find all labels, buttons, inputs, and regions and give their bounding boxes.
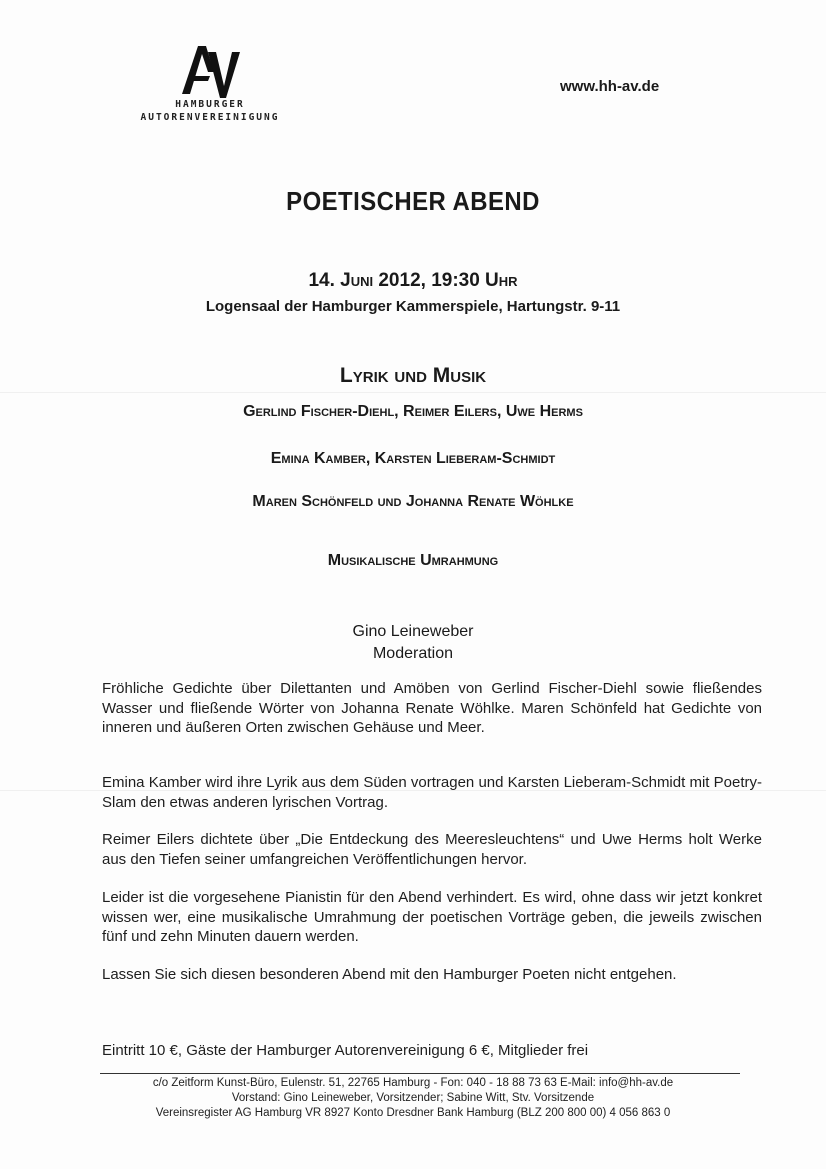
footer-board: Vorstand: Gino Leineweber, Vorsitzender; Sabine Witt, Stv. Vorsitzende: [231, 1092, 595, 1104]
av-logo-icon: [178, 42, 242, 98]
body-paragraph-3: Reimer Eilers dichtete über „Die Entdeckung des Meeresleuchtens“ und Uwe Herms holt Werke aus den Tiefen seiner umfangreichen Veröffentlichungen hervor.: [102, 831, 762, 868]
body-paragraph-5: Lassen Sie sich diesen besonderen Abend mit den Hamburger Poeten nicht entgehen.: [102, 966, 677, 983]
logo: [140, 42, 280, 124]
moderator-block: [0, 621, 826, 665]
body-paragraph-4: Leider ist die vorgesehene Pianistin für den Abend verhindert. Es wird, ohne dass wir jetzt konkret wissen wer, eine musikalische Umrahmung der poetischen Vorträge geben, die jeweils zwischen fünf und zehn Minuten dauern werden.: [102, 889, 762, 945]
website-link[interactable]: www.hh-av.de: [560, 78, 660, 95]
body-paragraph-2: Emina Kamber wird ihre Lyrik aus dem Süden vortragen und Karsten Lieberam-Schmidt mit Poetry-Slam den etwas anderen lyrischen Vortrag.: [102, 774, 762, 811]
performers-line-2: Emina Kamber, Karsten Lieberam-Schmidt: [270, 450, 556, 467]
performers-line-3: Maren Schönfeld und Johanna Renate Wöhlke: [252, 493, 574, 510]
moderator-role: Moderation: [372, 645, 454, 662]
entry-fee: Eintritt 10 €, Gäste der Hamburger Autorenvereinigung 6 €, Mitglieder frei: [102, 1042, 589, 1059]
performers-line-1: Gerlind Fischer-Diehl, Reimer Eilers, Uwe Herms: [243, 403, 583, 420]
footer-registry: Vereinsregister AG Hamburg VR 8927 Konto Dresdner Bank Hamburg (BLZ 200 800 00) 4 056 863 0: [155, 1107, 671, 1119]
footer-address: c/o Zeitform Kunst-Büro, Eulenstr. 51, 22765 Hamburg - Fon: 040 - 18 88 73 63 E-Mail: info@hh-av.de: [152, 1077, 674, 1089]
logo-line-2: AUTORENVEREINIGUNG: [140, 112, 280, 123]
event-venue: Logensaal der Hamburger Kammerspiele, Hartungstr. 9-11: [205, 298, 621, 315]
event-title: POETISCHER ABEND: [286, 186, 540, 216]
event-datetime: 14. Juni 2012, 19:30 Uhr: [308, 270, 518, 291]
logo-line-1: HAMBURGER: [175, 99, 245, 110]
body-paragraph-1: Fröhliche Gedichte über Dilettanten und Amöben von Gerlind Fischer-Diehl sowie fließendes Wasser und fließende Wörter von Johanna Renate Wöhlke. Maren Schönfeld hat Gedichte von inneren und äußeren Orten zwischen Gehäuse und Meer.: [102, 680, 762, 736]
program-heading: Lyrik und Musik: [339, 364, 487, 387]
fold-line: [0, 392, 826, 393]
moderator-name: Gino Leineweber: [352, 623, 474, 640]
music-label: Musikalische Umrahmung: [327, 552, 499, 569]
footer-divider: [100, 1073, 740, 1074]
